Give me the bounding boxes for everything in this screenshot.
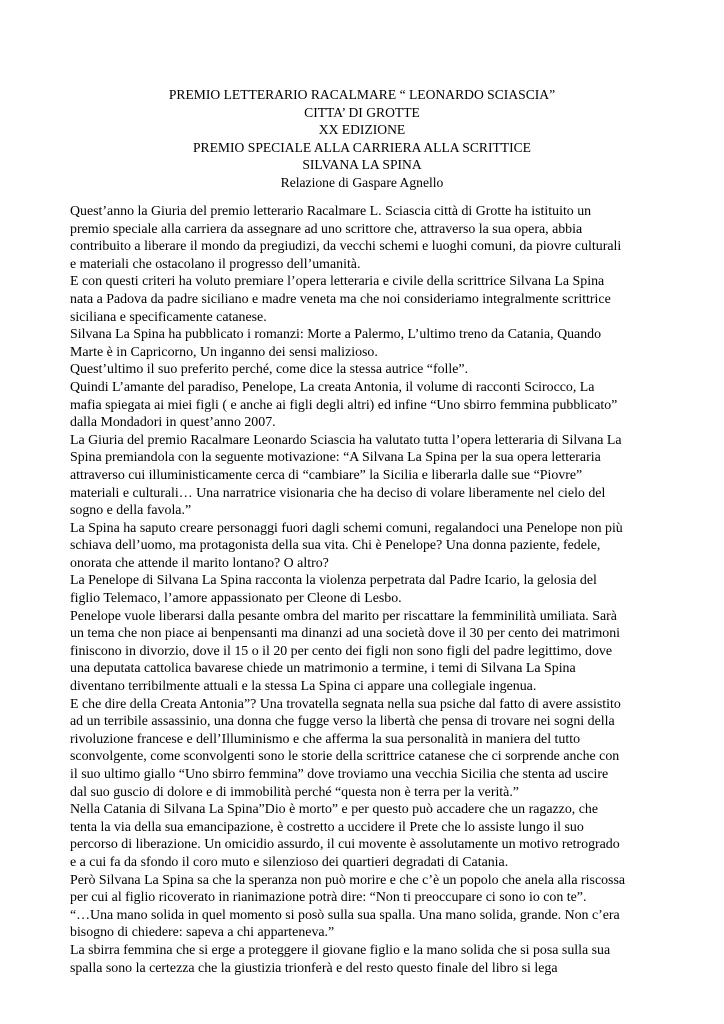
document-body — [70, 203, 675, 977]
header-line-edition: XX EDIZIONE — [318, 122, 406, 138]
body-line: Quest’ultimo il suo preferito perché, come dice la stessa autrice “folle”. — [70, 362, 469, 378]
body-line: dal suo guscio di dolore e di immobilità perché “questa non è terra per la verità.” — [70, 784, 519, 800]
body-line: mafia spiegata ai miei figli ( e anche ai figli degli altri) ed infine “Uno sbirro femmina pubblicato” — [70, 397, 618, 413]
body-line: Nella Catania di Silvana La Spina”Dio è morto” e per questo può accadere che un ragazzo, che — [70, 802, 599, 818]
body-line: Marte è in Capricorno, Un inganno dei sensi malizioso. — [70, 344, 378, 360]
body-line: nata a Padova da padre siciliano e madre veneta ma che noi consideriamo integralmente scrittrice — [70, 291, 611, 307]
body-line: La Giuria del premio Racalmare Leonardo Sciascia ha valutato tutta l’opera letteraria di Silvana La — [70, 432, 622, 448]
body-line: rivoluzione francese e dell’Illuminismo e che afferma la sua personalità in maniera del tutto — [70, 731, 581, 747]
body-line: schiava dell’uomo, ma protagonista della sua vita. Chi è Penelope? Una donna paziente, fedele, — [70, 538, 601, 554]
document-header — [0, 86, 724, 192]
body-line: percorso di liberazione. Un omicidio assurdo, il cui movente è assolutamente un motivo retrogrado — [70, 837, 620, 853]
body-line: onorata che attende il marito lontano? O altro? — [70, 555, 329, 571]
body-line: attraverso cui illuministicamente cerca di “cambiare” la Sicilia e liberarla dalle sue “Piovre” — [70, 467, 583, 483]
header-line-author: SILVANA LA SPINA — [302, 157, 422, 173]
body-line: Quest’anno la Giuria del premio letterario Racalmare L. Sciascia città di Grotte ha istituito un — [70, 204, 592, 219]
body-line: il suo ultimo giallo “Uno sbirro femmina” dove troviamo una vecchia Sicilia che stenta ad uscire — [70, 767, 609, 782]
body-line: tenta la via della sua emancipazione, è costretto a uccidere il Prete che lo assiste lungo il suo — [70, 819, 584, 835]
body-line: sogno e della favola.” — [70, 503, 192, 519]
body-line: una deputata cattolica bavarese chiede un matrimonio a termine, i temi di Silvana La Spina — [70, 661, 576, 677]
body-line: ad un terribile assassinio, una donna che fugge verso la libertà che pensa di trovare nei sogni della — [70, 714, 615, 730]
body-line: La sbirra femmina che si erge a proteggere il giovane figlio e la mano solida che si posa sulla sua — [70, 942, 611, 958]
body-line: siciliana e specificamente catanese. — [70, 309, 267, 325]
header-line-city: CITTA’ DI GROTTE — [304, 104, 420, 120]
body-line: figlio Telemaco, l’amore appassionato per Cleone di Lesbo. — [70, 591, 402, 607]
body-line: Quindi L’amante del paradiso, Penelope, La creata Antonia, il volume di racconti Scirocco, La — [70, 379, 595, 395]
body-line: Silvana La Spina ha pubblicato i romanzi: Morte a Palermo, L’ultimo treno da Catania, Quando — [70, 327, 602, 343]
body-line: La Spina ha saputo creare personaggi fuori dagli schemi comuni, regalandoci una Penelope non più — [70, 520, 623, 536]
body-line: e a cui fa da sfondo il coro muto e silenzioso dei quartieri degradati di Catania. — [70, 854, 509, 870]
body-line: finiscono in divorzio, dove il 15 o il 20 per cento dei figli non sono figli del padre legittimo, dove — [70, 643, 613, 659]
body-line: diventano terribilmente attuali e la stessa La Spina ci appare una collegiale ingenua. — [70, 679, 537, 695]
body-line: e materiali che ostacolano il progresso dell’umanità. — [70, 256, 361, 272]
body-line: un tema che non piace ai benpensanti ma dinanzi ad una società dove il 30 per cento dei matrimoni — [70, 626, 621, 642]
body-line: contribuito a liberare il mondo da pregiudizi, da vecchi schemi e luoghi comuni, da piovre culturali — [70, 239, 622, 255]
body-line: E con questi criteri ha voluto premiare l’opera letteraria e civile della scrittrice Silvana La Spina — [70, 274, 605, 290]
body-line: sconvolgente, come sconvolgenti sono le storie della scrittrice catanese che ci sorprende anche con — [70, 749, 620, 765]
body-line: materiali e culturali… Una narratrice visionaria che ha deciso di volare liberamente nel cielo del — [70, 485, 606, 501]
body-line: E che dire della Creata Antonia”? Una trovatella segnata nella sua psiche dal fatto di avere assistito — [70, 696, 621, 712]
header-line-prize: PREMIO SPECIALE ALLA CARRIERA ALLA SCRITTICE — [193, 139, 531, 155]
body-line: dalla Mondadori in quest’anno 2007. — [70, 415, 276, 431]
body-line: “…Una mano solida in quel momento si posò sulla sua spalla. Una mano solida, grande. Non c’era — [70, 907, 620, 923]
body-line: La Penelope di Silvana La Spina racconta la violenza perpetrata dal Padre Icario, la gelosia del — [70, 573, 597, 589]
body-line: bisogno di chiedere: sapeva a chi apparteneva.” — [70, 925, 335, 941]
body-line: Spina premiandola con la seguente motivazione: “A Silvana La Spina per la sua opera letteraria — [70, 450, 601, 466]
body-line: premio speciale alla carriera da assegnare ad uno scrittore che, attraverso la sua opera, abbia — [70, 221, 583, 237]
header-line-title: PREMIO LETTERARIO RACALMARE “ LEONARDO SCIASCIA” — [168, 87, 556, 102]
header-line-report: Relazione di Gaspare Agnello — [280, 174, 444, 190]
body-line: spalla sono la certezza che la giustizia trionferà e del resto questo finale del libro si lega — [70, 960, 558, 976]
body-line: per cui al figlio ricoverato in rianimazione potrà dire: “Non ti preoccupare ci sono io con te”. — [70, 890, 587, 906]
body-line: Penelope vuole liberarsi dalla pesante ombra del marito per riscattare la femminilità umiliata. Sarà — [70, 608, 617, 624]
body-line: Però Silvana La Spina sa che la speranza non può morire e che c’è un popolo che anela alla riscossa — [70, 872, 626, 888]
